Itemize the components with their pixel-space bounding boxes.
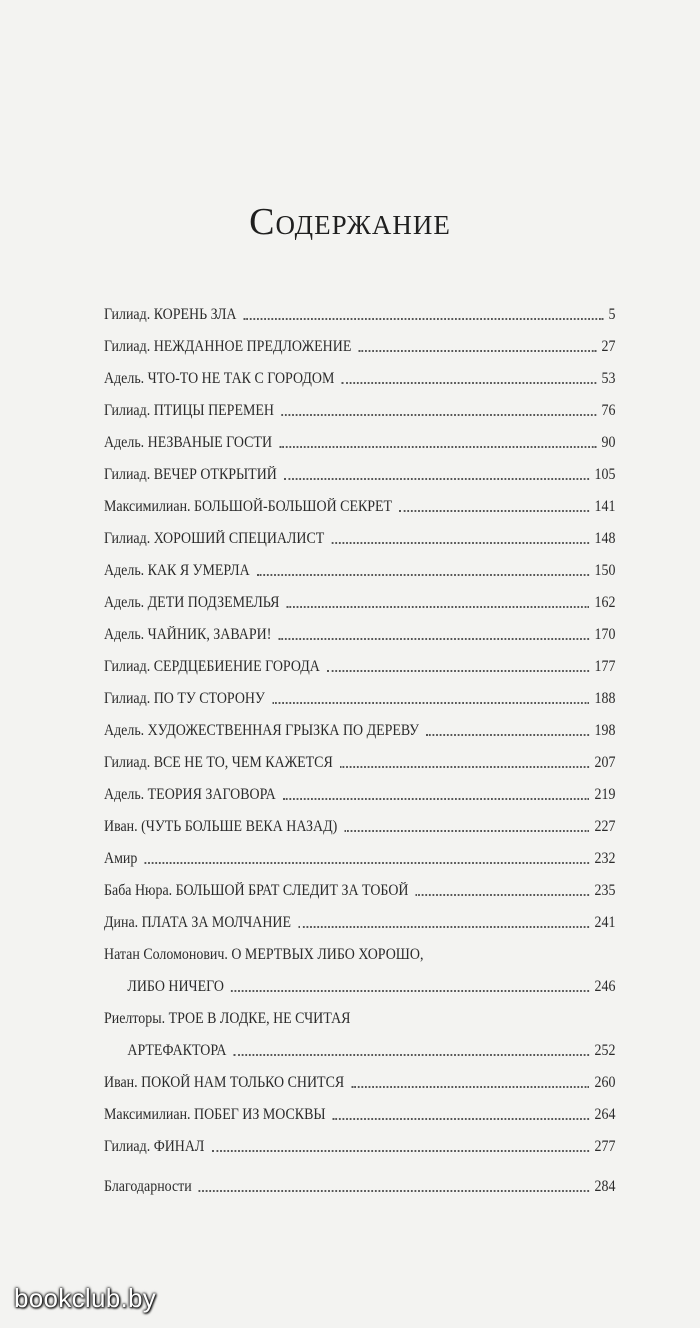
toc-entry[interactable] — [104, 804, 615, 836]
toc-entry-title: Максимилиан. ПОБЕГ ИЗ МОСКВЫ — [104, 1106, 326, 1123]
toc-entry-page: 277 — [594, 1138, 616, 1155]
toc-entry[interactable] — [104, 1060, 615, 1092]
toc-entry-page: 235 — [594, 882, 616, 899]
toc-entry[interactable] — [104, 420, 615, 452]
toc-entry-title: Гилиад. ВЕЧЕР ОТКРЫТИЙ — [104, 466, 277, 483]
toc-entry-page: 232 — [594, 850, 616, 867]
toc-entry-title: Риелторы. ТРОЕ В ЛОДКЕ, НЕ СЧИТАЯ — [104, 1010, 351, 1027]
toc-entry[interactable] — [104, 388, 615, 420]
toc-entry-page: 188 — [594, 690, 616, 707]
toc-entry[interactable] — [104, 644, 615, 676]
toc-entry-page: 76 — [601, 402, 616, 419]
toc-entry-title: Гилиад. ПО ТУ СТОРОНУ — [104, 690, 265, 707]
dot-leader — [342, 382, 597, 384]
toc-entry[interactable] — [104, 868, 615, 900]
toc-entry[interactable] — [104, 1124, 615, 1156]
toc-entry-title: Гилиад. НЕЖДАННОЕ ПРЕДЛОЖЕНИЕ — [104, 338, 352, 355]
dot-leader — [279, 446, 596, 448]
page-title: Содержание — [249, 201, 451, 243]
toc-entry[interactable] — [104, 356, 615, 388]
toc-entry[interactable] — [104, 324, 615, 356]
toc-entry[interactable] — [104, 772, 615, 804]
toc-entry-title: Адель. ТЕОРИЯ ЗАГОВОРА — [104, 786, 276, 803]
dot-leader — [399, 510, 589, 512]
toc-entry-continuation[interactable] — [104, 964, 615, 996]
dot-leader — [257, 574, 589, 576]
dot-leader — [333, 1118, 589, 1120]
toc-entry-title: Иван. (ЧУТЬ БОЛЬШЕ ВЕКА НАЗАД) — [104, 818, 338, 835]
toc-entry-page: 264 — [594, 1106, 616, 1123]
dot-leader — [272, 702, 589, 704]
dot-leader — [340, 766, 589, 768]
toc-entry-page: 148 — [594, 530, 616, 547]
dot-leader — [199, 1190, 589, 1192]
toc-entry-page: 227 — [594, 818, 616, 835]
toc-entry-title: АРТЕФАКТОРА — [127, 1042, 227, 1059]
dot-leader — [298, 926, 589, 928]
toc-entry-page: 90 — [601, 434, 616, 451]
toc-entry[interactable] — [104, 996, 615, 1028]
toc-entry[interactable] — [104, 740, 615, 772]
dot-leader — [244, 318, 603, 320]
toc-entry-page: 284 — [594, 1178, 616, 1195]
toc-entry-title: Натан Соломонович. О МЕРТВЫХ ЛИБО ХОРОШО, — [104, 946, 424, 963]
toc-entry-page: 252 — [594, 1042, 616, 1059]
toc-entry-title: Гилиад. СЕРДЦЕБИЕНИЕ ГОРОДА — [104, 658, 320, 675]
dot-leader — [359, 350, 597, 352]
toc-entry-title: Иван. ПОКОЙ НАМ ТОЛЬКО СНИТСЯ — [104, 1074, 345, 1091]
dot-leader — [231, 990, 589, 992]
toc-entry[interactable] — [104, 836, 615, 868]
toc-entry[interactable] — [104, 516, 615, 548]
toc-entry-page: 27 — [601, 338, 616, 355]
toc-entry-title: Адель. ЧТО-ТО НЕ ТАК С ГОРОДОМ — [104, 370, 335, 387]
toc-entry-page: 5 — [608, 306, 616, 323]
dot-leader — [426, 734, 589, 736]
toc-entry-title: Благодарности — [104, 1178, 192, 1195]
toc-entry-title: Адель. КАК Я УМЕРЛА — [104, 562, 250, 579]
toc-entry-title: Гилиад. ХОРОШИЙ СПЕЦИАЛИСТ — [104, 530, 325, 547]
toc-entry-title: Амир — [104, 850, 138, 867]
toc-entry-title: Адель. НЕЗВАНЫЕ ГОСТИ — [104, 434, 273, 451]
dot-leader — [332, 542, 590, 544]
toc-entry[interactable] — [104, 580, 615, 612]
toc-entry[interactable] — [104, 932, 615, 964]
watermark: bookclub.by — [14, 1283, 157, 1313]
toc-entry-title: Гилиад. ВСЕ НЕ ТО, ЧЕМ КАЖЕТСЯ — [104, 754, 333, 771]
toc-entry[interactable] — [104, 708, 615, 740]
dot-leader — [344, 830, 589, 832]
toc-entry-page: 207 — [594, 754, 616, 771]
dot-leader — [284, 478, 589, 480]
toc-entry-page: 177 — [594, 658, 616, 675]
toc-entry-continuation[interactable] — [104, 1028, 615, 1060]
toc-entry-page: 241 — [594, 914, 616, 931]
toc-entry-title: Адель. ХУДОЖЕСТВЕННАЯ ГРЫЗКА ПО ДЕРЕВУ — [104, 722, 419, 739]
dot-leader — [351, 1086, 589, 1088]
toc-entry[interactable] — [104, 900, 615, 932]
dot-leader — [212, 1150, 590, 1152]
toc-entry-title: Гилиад. КОРЕНЬ ЗЛА — [104, 306, 237, 323]
toc-entry[interactable] — [104, 292, 615, 324]
dot-leader — [234, 1054, 590, 1056]
toc-entry[interactable] — [104, 676, 615, 708]
toc-entry-page: 198 — [594, 722, 616, 739]
table-of-contents — [104, 292, 616, 1196]
dot-leader — [283, 798, 589, 800]
toc-entry-title: Гилиад. ПТИЦЫ ПЕРЕМЕН — [104, 402, 274, 419]
dot-leader — [287, 606, 590, 608]
toc-entry-page: 150 — [594, 562, 616, 579]
toc-entry-title: Максимилиан. БОЛЬШОЙ-БОЛЬШОЙ СЕКРЕТ — [104, 498, 393, 515]
toc-entry-page: 260 — [594, 1074, 616, 1091]
dot-leader — [281, 414, 596, 416]
toc-entry-title: Адель. ДЕТИ ПОДЗЕМЕЛЬЯ — [104, 594, 280, 611]
toc-entry-page: 105 — [594, 466, 616, 483]
toc-entry-page: 53 — [601, 370, 616, 387]
toc-entry-title: ЛИБО НИЧЕГО — [127, 978, 224, 995]
toc-entry-title: Адель. ЧАЙНИК, ЗАВАРИ! — [104, 626, 272, 643]
dot-leader — [416, 894, 589, 896]
toc-entry-page: 170 — [594, 626, 616, 643]
toc-entry-page: 219 — [594, 786, 616, 803]
toc-entry-title: Дина. ПЛАТА ЗА МОЛЧАНИЕ — [104, 914, 292, 931]
toc-entry-page: 162 — [594, 594, 616, 611]
toc-entry-page: 141 — [594, 498, 616, 515]
toc-entry[interactable] — [104, 1164, 615, 1196]
toc-entry[interactable] — [104, 1092, 615, 1124]
toc-entry[interactable] — [104, 612, 615, 644]
dot-leader — [145, 862, 590, 864]
toc-entry-title: Баба Нюра. БОЛЬШОЙ БРАТ СЛЕДИТ ЗА ТОБОЙ — [104, 882, 409, 899]
toc-entry[interactable] — [104, 484, 615, 516]
toc-entry[interactable] — [104, 452, 615, 484]
toc-entry-page: 246 — [594, 978, 616, 995]
dot-leader — [279, 638, 590, 640]
toc-entry[interactable] — [104, 548, 615, 580]
dot-leader — [327, 670, 589, 672]
toc-entry-title: Гилиад. ФИНАЛ — [104, 1138, 205, 1155]
